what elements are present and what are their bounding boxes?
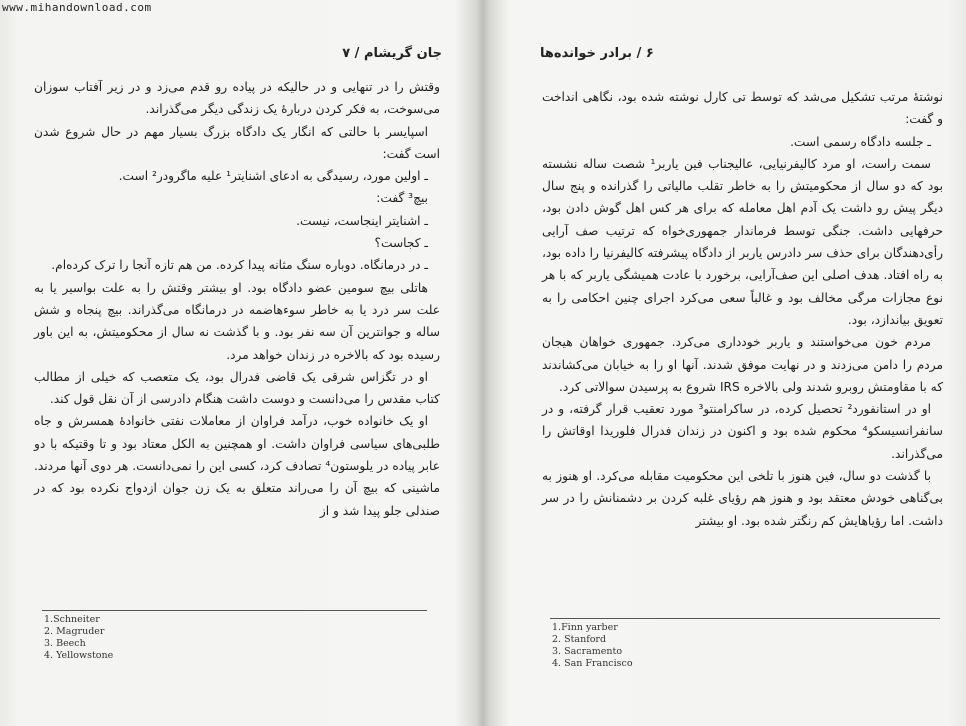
paragraph: مردم خون می‌خواستند و یاربر خودداری می‌کرد. جمهوری خواهان هیجان مردم را دامن می‌زدند و در نهایت موفق شدند. آنها او را به خیابان می‌کشاندند که با مقاومتش روبرو شدند ولی بالاخره IRS شروع به پرسیدن سوالاتی کرد. xyxy=(542,335,943,394)
footnote: 4. San Francisco xyxy=(552,658,633,669)
footnote: 4. Yellowstone xyxy=(44,650,114,661)
left-page-body xyxy=(34,76,440,522)
footnote: 1.Schneiter xyxy=(44,614,100,625)
paragraph: وقتش را در تنهایی و در حالیکه در پیاده رو قدم می‌زد و در زیر آفتاب سوزان می‌سوخت، به فکر کردن دربارهٔ یک زندگی دیگر می‌گذراند. xyxy=(34,80,440,117)
footnote-divider xyxy=(42,610,427,611)
right-page xyxy=(530,0,955,726)
paragraph: هاتلی بیچ سومین عضو دادگاه بود. او بیشتر وقتش را به علت بواسیر یا به علت سر درد یا به خاطر سوءهاضمه در درمانگاه می‌گذراند. بیچ پنجاه و شش ساله و جوانترین آن سه نفر بود. و با گذشت نه سال از محکومیتش، به این باور رسیده بود که بالاخره در زندان خواهد مرد. xyxy=(34,280,440,362)
footnote: 2. Stanford xyxy=(552,634,607,645)
paragraph: او در استانفورد² تحصیل کرده، در ساکرامنتو³ مورد تعقیب قرار گرفته، و در سانفرانسیسکو⁴ محکوم شده بود و اکنون در زندان فدرال فلوریدا اوقاتش را می‌گذراند. xyxy=(542,402,943,461)
paragraph: ـ کجاست؟ xyxy=(374,236,428,251)
watermark-text: www.mihandownload.com xyxy=(2,1,152,14)
left-footnotes xyxy=(44,614,113,662)
left-page-header: جان گریشام / ۷ xyxy=(342,45,442,61)
paragraph: ـ اولین مورد، رسیدگی به ادعای اشنایتر¹ علیه ماگرودر² است. xyxy=(118,169,428,184)
footnote: 2. Magruder xyxy=(44,626,105,637)
paragraph: با گذشت دو سال، فین هنوز با تلخی این محکومیت مقابله می‌کرد. او هنوز به بی‌گناهی خودش معتقد بود و هنوز هم رؤیای غلبه کردن بر دشمنانش را در سر داشت. اما رؤیاهایش کم رنگتر شده بود. او بیشتر xyxy=(542,469,943,528)
footnote: 3. Beech xyxy=(44,638,86,649)
paragraph: او در تگزاس شرقی یک قاضی فدرال بود، یک متعصب که خیلی از مطالب کتاب مقدس را می‌دانست و دوست داشت هنگام دادرسی از آن نقل قول کند. xyxy=(34,369,440,407)
footnote-divider xyxy=(550,618,940,619)
right-footnotes xyxy=(552,622,633,670)
paragraph: اسپایسر با حالتی که انگار یک دادگاه بزرگ بسیار مهم در حال شروع شدن است گفت: xyxy=(34,124,440,161)
paragraph: ـ در درمانگاه. دوباره سنگ مثانه پیدا کرده. من هم تازه آنجا را ترک کرده‌ام. xyxy=(51,258,428,273)
paragraph: نوشتهٔ مرتب تشکیل می‌شد که توسط تی کارل نوشته شده بود، نگاهی انداخت و گفت: xyxy=(542,90,943,127)
paragraph: ـ اشنایتر اینجاست، نیست. xyxy=(296,213,428,228)
right-page-body xyxy=(542,86,943,532)
paragraph: بیچ³ گفت: xyxy=(376,191,428,206)
left-page xyxy=(22,0,452,726)
paragraph: ـ جلسه دادگاه رسمی است. xyxy=(790,134,931,149)
paragraph: سمت راست، او مرد کالیفرنیایی، عالیجناب فین یاربر¹ شصت ساله نشسته بود که دو سال از محکومیتش را به خاطر تقلب مالیاتی را گذرانده و پنج سال دیگر پیش رو داشت یک آدم اهل معامله که برای هر کس اهل گوش دادن بود، حرفهایی داشت. جنگی توسط فرماندار جمهوری‌خواه که ترتیب صف آرایی رأی‌دهندگان برای حذف سر دادرس یاربر از دادگاه پیشرفته کالیفرنیا را داده بود، به راه افتاد. هدف اصلی این صف‌آرایی، برخورد با عادت همیشگی یاربر که با هر نوع مجازات مرگی مخالف بود و غالباً سعی می‌کرد اجرای چنین احکامی را به تعویق بیاندازد، بود. xyxy=(542,156,943,327)
right-page-header: ۶ / برادر خوانده‌ها xyxy=(540,45,654,61)
footnote: 1.Finn yarber xyxy=(552,622,618,633)
paragraph: او یک خانواده خوب، درآمد فراوان از معاملات نفتی خانوادهٔ همسرش و جاه طلبی‌های سیاسی فراوان داشت. او همچنین به الکل معتاد بود و تا وقتیکه با دو عابر پیاده در یلوستون⁴ تصادف کرد، کسی این را نمی‌دانست. هر دوی آنها مردند. ماشینی که بیچ آن را می‌راند متعلق به یک زن جوان ازدواج نکرده بود که در صندلی جلو پیدا شد و از xyxy=(34,414,440,518)
footnote: 3. Sacramento xyxy=(552,646,623,657)
